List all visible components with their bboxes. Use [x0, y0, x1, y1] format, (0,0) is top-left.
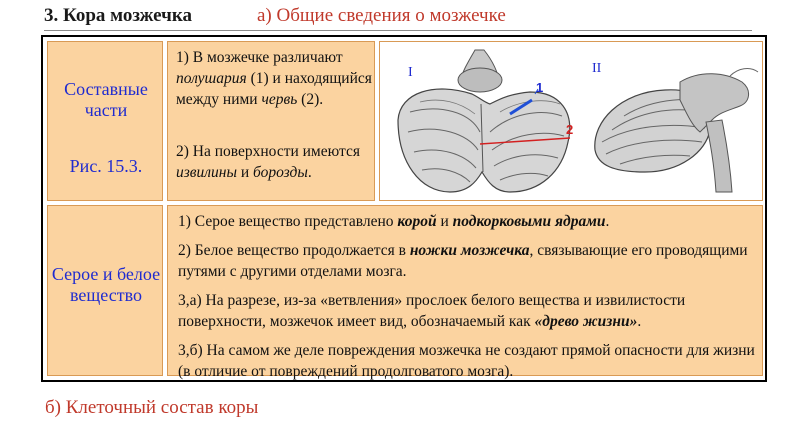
- figure-label-1: 1: [536, 80, 544, 95]
- section-subtitle: а) Общие сведения о мозжечке: [257, 5, 506, 26]
- row1-label: Составные части: [64, 79, 148, 120]
- cerebellum-figure: [379, 41, 763, 201]
- term-cortex: корой: [397, 213, 437, 230]
- term-sulci: борозды: [253, 164, 308, 181]
- term-gyri: извилины: [176, 164, 237, 181]
- row1-label-cell: [47, 41, 163, 201]
- text-run: 3,а) На разрезе, из-за «ветвления» прослоек белого вещества и извилистости поверхности, мозжечок имеет вид, обозначаемый как: [178, 292, 686, 330]
- info-table: [41, 35, 767, 382]
- text-run: 3,б) На самом же деле повреждения мозжечка не создают прямой опасности для жизни (в отличие от повреждений продолговатого мозга).: [178, 342, 755, 380]
- term-tree-of-life: «древо жизни»: [534, 313, 638, 330]
- header: [0, 0, 800, 30]
- text-run: .: [307, 164, 312, 181]
- paragraph-white-matter: [178, 240, 758, 282]
- row2-text-cell: [167, 205, 763, 380]
- term-vermis: червь: [261, 91, 298, 108]
- figure-reference: Рис. 15.3.: [69, 156, 143, 176]
- cerebellum-view-1: [398, 50, 573, 192]
- paragraph-damage: [178, 340, 758, 382]
- row1-text-cell: [167, 41, 375, 201]
- text-run: 1) Серое вещество представлено: [178, 213, 398, 230]
- text-run: .: [637, 313, 642, 330]
- paragraph-tree-of-life: [178, 290, 758, 332]
- text-run: и: [236, 164, 254, 181]
- text-run: 2) Белое вещество продолжается в: [178, 242, 410, 259]
- row2-label: Серое и белое вещество: [51, 264, 161, 305]
- term-subcortical-nuclei: подкорковыми ядрами: [452, 213, 606, 230]
- text-run: 1) В мозжечке различают: [176, 49, 343, 66]
- cerebellum-view-2: [592, 61, 758, 192]
- figure-label-I: I: [408, 65, 413, 80]
- text-run: (2).: [297, 91, 324, 108]
- page-title: 3. Кора мозжечка: [44, 5, 192, 26]
- cerebellum-illustration: [380, 42, 762, 200]
- term-hemispheres: полушария: [176, 70, 247, 87]
- row2-label-cell: [47, 205, 163, 376]
- text-run: 2) На поверхности имеются: [176, 143, 360, 160]
- text-run: , связывающие его проводящими путями с другими отделами мозга.: [178, 242, 748, 280]
- figure-label-II: II: [592, 61, 602, 76]
- paragraph-gray-matter: [178, 211, 758, 232]
- text-run: .: [605, 213, 610, 230]
- term-cerebellar-peduncles: ножки мозжечка: [409, 242, 530, 259]
- next-section-heading: б) Клеточный состав коры: [45, 397, 259, 418]
- text-run: и: [436, 213, 453, 230]
- paragraph-gyri: [176, 141, 374, 183]
- text-run: (1) и находящийся между ними: [176, 70, 372, 108]
- figure-label-2: 2: [566, 122, 574, 137]
- title-underline: [44, 30, 752, 31]
- paragraph-hemispheres: [176, 47, 374, 110]
